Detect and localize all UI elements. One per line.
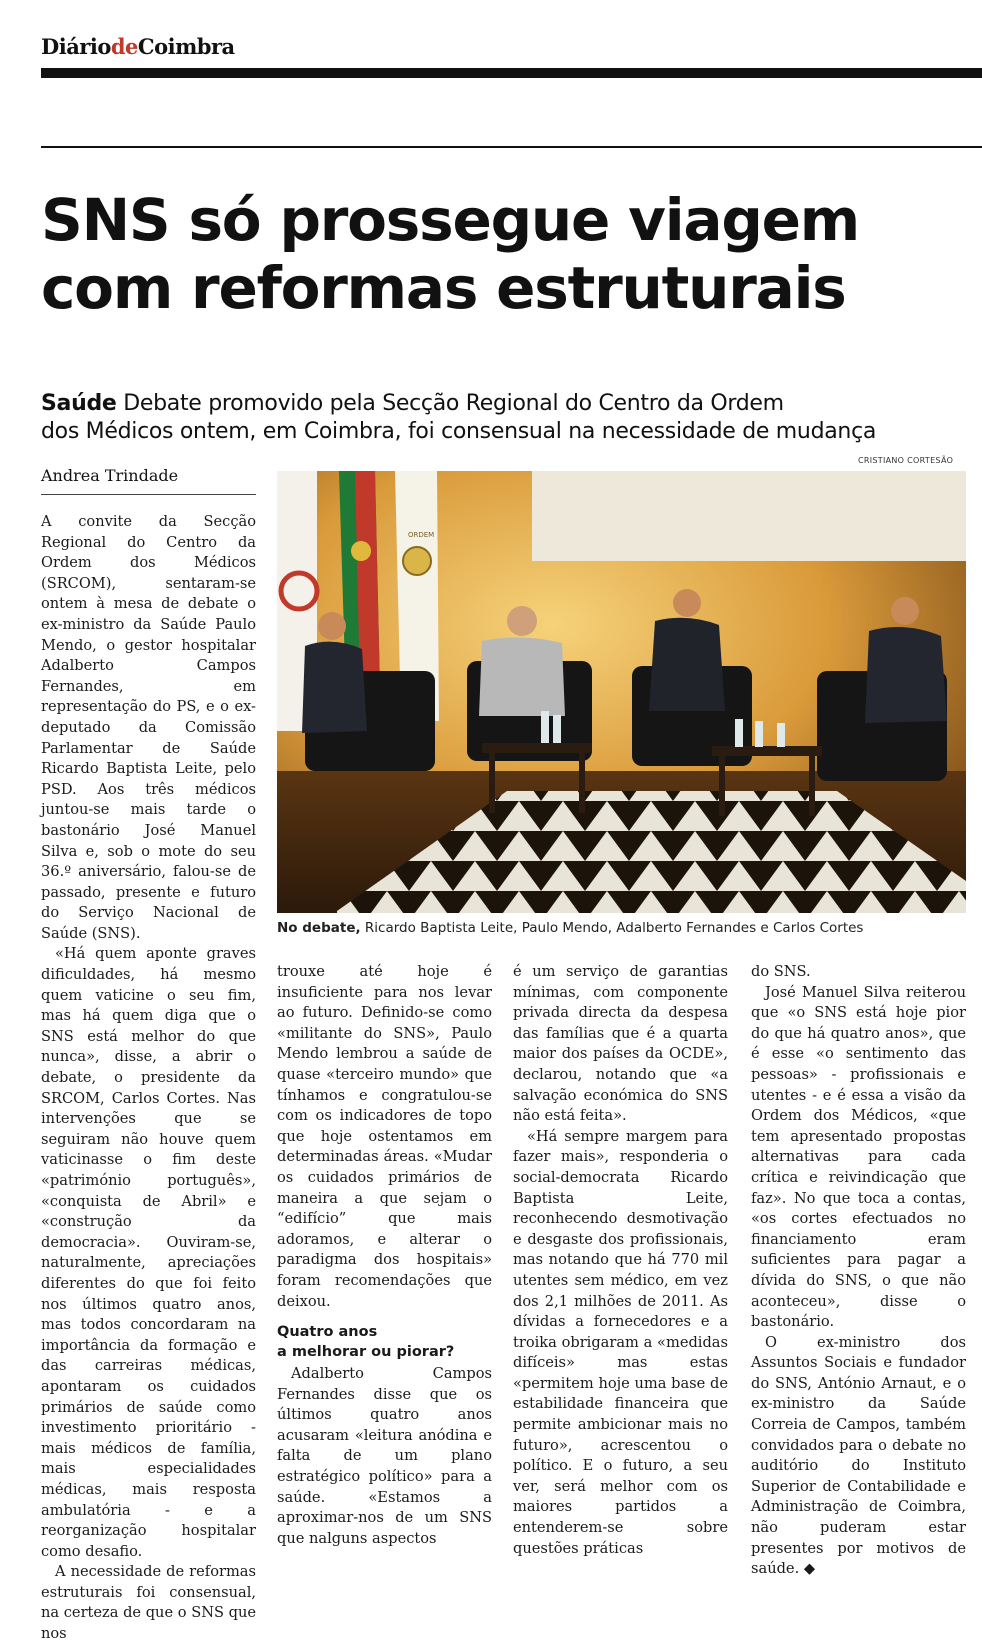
masthead-rule xyxy=(41,68,982,78)
paragraph: «Há sempre margem para fazer mais», responderia o social-democrata Ricardo Baptista Leite, reconhecendo desmotivação e desgaste dos profissionais, mas notando que há 770 mil utentes sem médico, em vez dos 2,1 milhões de 2011. As dívidas a fornecedores e a troika obrigaram a «medidas difíceis» mas estas «permitem hoje uma base de estabilidade financeira que permite ambicionar mais no futuro», acrescentou o político. E o futuro, a seu ver, será melhor com os maiores partidos a entenderem-se sobre questões práticas xyxy=(513,1127,728,1557)
body-column-3 xyxy=(513,962,728,1559)
byline-rule xyxy=(41,494,256,495)
paragraph: A necessidade de reformas estruturais foi consensual, na certeza de que o SNS que nos xyxy=(41,1563,256,1643)
paragraph: O ex-ministro dos Assuntos Sociais e fundador do SNS, António Arnaut, e o ex-ministro da Saúde Correia de Campos, também convidados para o debate no auditório do Instituto Superior de Contabilidade e Administração de Coimbra, não puderam estar presentes por motivos de saúde. ◆ xyxy=(751,1333,966,1578)
masthead-part3: Coimbra xyxy=(137,34,235,59)
article-lead xyxy=(41,390,971,446)
article-photo xyxy=(277,471,966,913)
masthead-part1: Diário xyxy=(41,34,111,59)
headline-line2: com reformas estruturais xyxy=(41,254,846,322)
subhead-line1: Quatro anos xyxy=(277,1324,378,1341)
paragraph: trouxe até hoje é insuficiente para nos levar ao futuro. Definido-se como «militante do SNS», Paulo Mendo lembrou a saúde de quase «terceiro mundo» que tínhamos e congratulou-se com os indicadores de topo que hoje ostentamos em determinadas áreas. «Mudar os cuidados primários de maneira a que sejam o “edifício” que mais adoramos, e alterar o paradigma dos hospitais» foram recomendações que deixou. xyxy=(277,963,492,1310)
debate-photo-illustration xyxy=(277,471,966,913)
masthead xyxy=(41,34,235,59)
paragraph: «Há quem aponte graves dificuldades, há mesmo quem vaticine o seu fim, mas há quem diga que o SNS está melhor do que nunca», disse, a abrir o debate, o presidente da SRCOM, Carlos Cortes. Nas intervenções que se seguiram não houve quem vaticinasse o fim deste «património português», «conquista de Abril» e «construção da democracia». Ouviram-se, naturalmente, apreciações diferentes do que foi feito nos últimos quatro anos, mas todos concordaram na importância da formação e das carreiras médicas, apontaram os cuidados primários de saúde como investimento prioritário - mais médicos de família, mais especialidades médicas, mais resposta ambulatória - e a reorganização hospitalar como desafio. xyxy=(41,945,256,1560)
paragraph: José Manuel Silva reiterou que «o SNS está hoje pior do que há quatro anos», que é esse «o sentimento das pessoas» - profissionais e utentes - e é essa a visão da Ordem dos Médicos, «que tem apresentado propostas alternativas para cada crítica e reivindicação que faz». No que toca a contas, «os cortes efectuados no financiamento eram suficientes para pagar a dívida do SNS, o que não aconteceu», disse o bastonário. xyxy=(751,983,966,1331)
photo-credit: CRISTIANO CORTESÃO xyxy=(858,456,954,465)
banner-text: ORDEM xyxy=(408,531,435,539)
byline: Andrea Trindade xyxy=(41,466,179,485)
paragraph: A convite da Secção Regional do Centro da Ordem dos Médicos (SRCOM), sentaram-se ontem à mesa de debate o ex-ministro da Saúde Paulo Mendo, o gestor hospitalar Adalberto Campos Fernandes, em representação do PS, e o ex-deputado da Comissão Parlamentar de Saúde Ricardo Baptista Leite, pelo PSD. Aos três médicos juntou-se mais tarde o bastonário José Manuel Silva e, sob o mote do seu 36.º aniversário, falou-se de passado, presente e futuro do Serviço Nacional de Saúde (SNS). xyxy=(41,513,256,942)
header-divider xyxy=(41,146,982,148)
paragraph: Adalberto Campos Fernandes disse que os últimos quatro anos acusaram «leitura anódina e falta de um plano estratégico político» para a saúde. «Estamos a aproximar-nos de um SNS que nalguns aspectos xyxy=(277,1365,492,1547)
photo-caption xyxy=(277,920,977,936)
lead-line1: Debate promovido pela Secção Regional do Centro da Ordem xyxy=(123,391,784,416)
caption-text: Ricardo Baptista Leite, Paulo Mendo, Adalberto Fernandes e Carlos Cortes xyxy=(364,920,864,936)
subhead xyxy=(277,1322,492,1362)
caption-lead: No debate, xyxy=(277,920,361,936)
article-headline xyxy=(41,186,971,322)
lead-kicker: Saúde xyxy=(41,391,117,416)
masthead-part2: de xyxy=(110,34,138,59)
paragraph: é um serviço de garantias mínimas, com componente privada directa da despesa das famílias que é a quarta maior dos países da OCDE», declarou, notando que «a salvação económica do SNS não está feita». xyxy=(513,963,728,1125)
body-column-1 xyxy=(41,512,256,1645)
lead-line2: dos Médicos ontem, em Coimbra, foi consensual na necessidade de mudança xyxy=(41,419,877,444)
headline-line1: SNS só prossegue viagem xyxy=(41,186,860,254)
body-column-4 xyxy=(751,962,966,1580)
subhead-line2: a melhorar ou piorar? xyxy=(277,1344,455,1361)
body-column-2 xyxy=(277,962,492,1549)
paragraph: do SNS. xyxy=(751,963,811,980)
